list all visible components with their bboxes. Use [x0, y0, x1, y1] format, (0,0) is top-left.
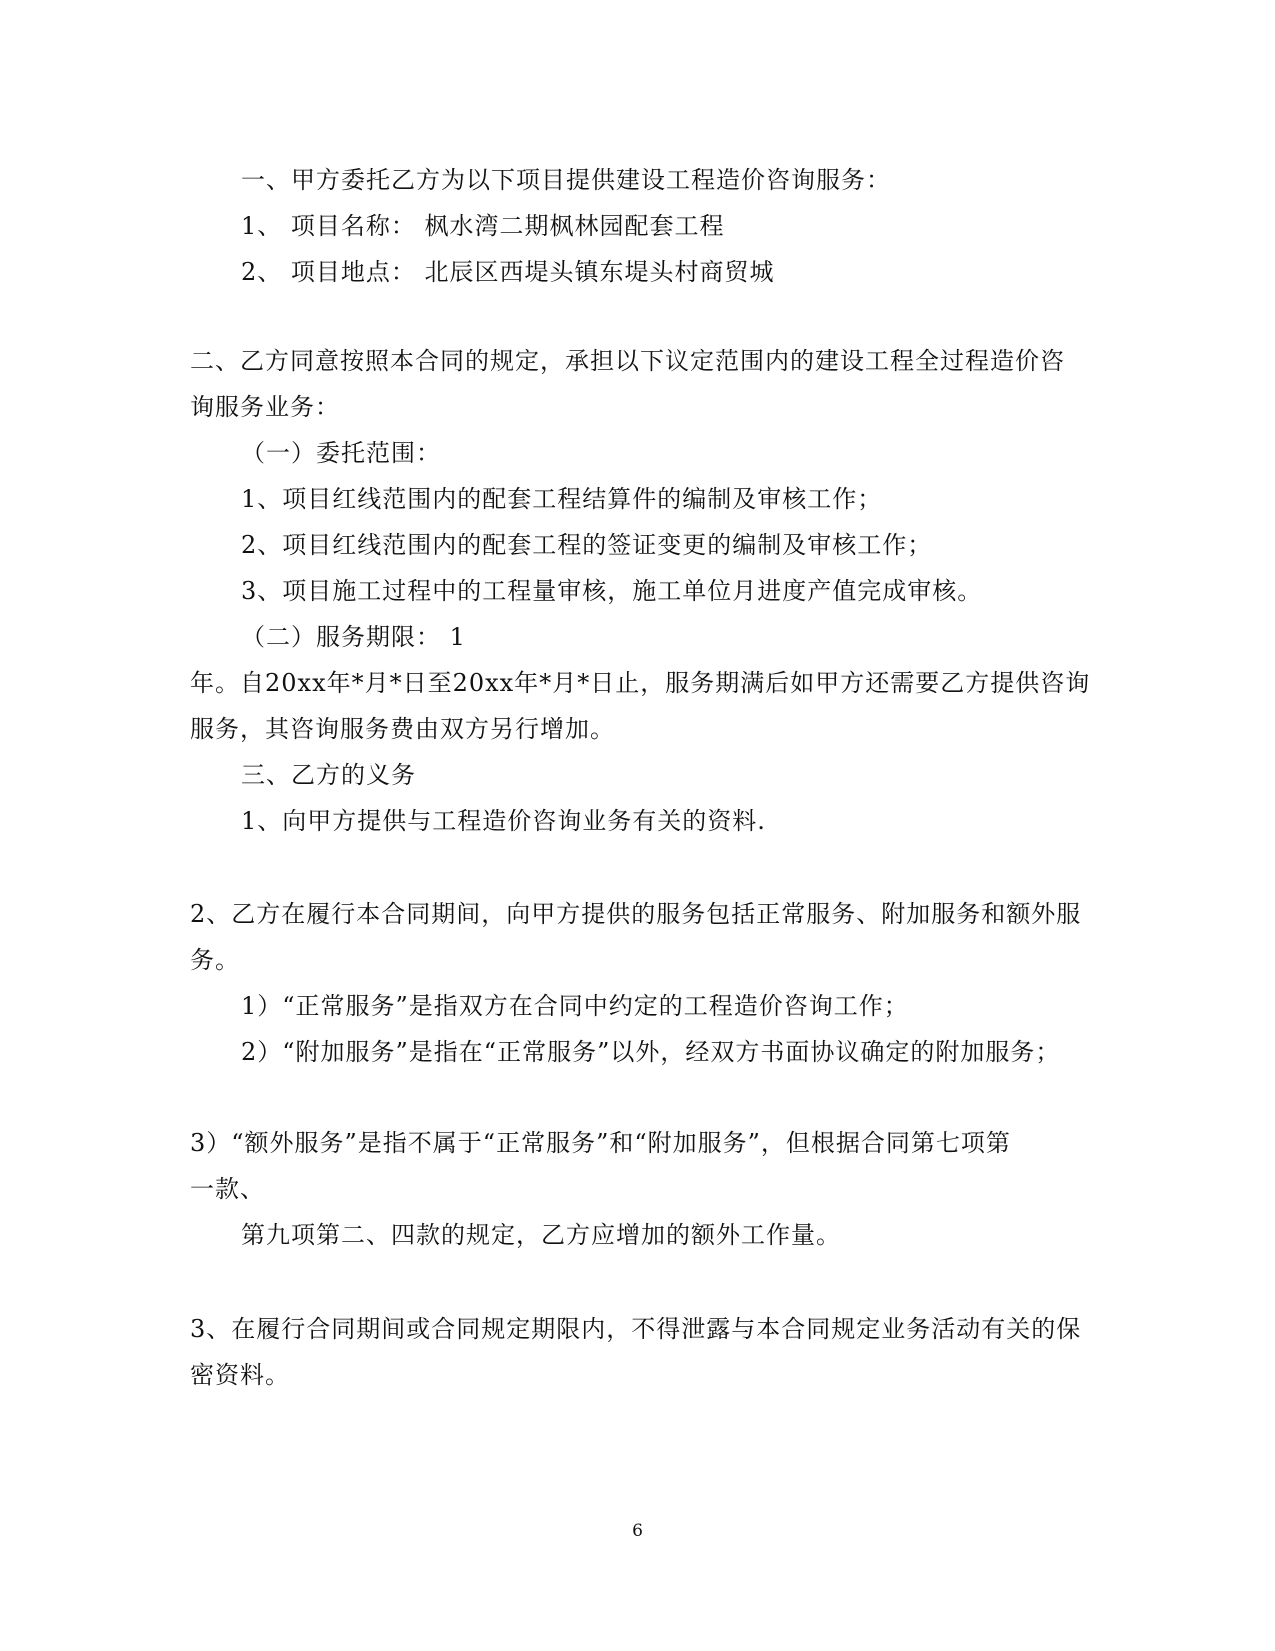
- service-term-line-2: 服务，其咨询服务费由双方另行增加。: [190, 715, 615, 743]
- section-2-heading-line-1: 二、乙方同意按照本合同的规定，承担以下议定范围内的建设工程全过程造价咨: [190, 347, 1065, 375]
- section-2-heading-line-2: 询服务业务：: [190, 393, 340, 421]
- scope-item-2: 2、项目红线范围内的配套工程的签证变更的编制及审核工作；: [241, 531, 933, 559]
- service-term-line-1: 年。自20xx年*月*日至20xx年*月*日止，服务期满后如甲方还需要乙方提供咨询: [190, 669, 1091, 697]
- extra-service-definition-line-3: 第九项第二、四款的规定，乙方应增加的额外工作量。: [241, 1221, 841, 1249]
- extra-service-definition-line-1: 3）“额外服务”是指不属于“正常服务”和“附加服务”，但根据合同第七项第: [190, 1129, 1011, 1157]
- service-term-heading: （二）服务期限： 1: [241, 623, 466, 651]
- page-number: 6: [632, 1521, 643, 1541]
- section-3-heading: 三、乙方的义务: [241, 761, 416, 789]
- project-location-line: 2、 项目地点： 北辰区西堤头镇东堤头村商贸城: [241, 258, 775, 286]
- obligation-item-2-line-1: 2、乙方在履行本合同期间，向甲方提供的服务包括正常服务、附加服务和额外服: [190, 900, 1082, 928]
- scope-item-1: 1、项目红线范围内的配套工程结算件的编制及审核工作；: [241, 485, 883, 513]
- section-1-heading: 一、甲方委托乙方为以下项目提供建设工程造价咨询服务：: [241, 166, 891, 194]
- normal-service-definition: 1）“正常服务”是指双方在合同中约定的工程造价咨询工作；: [241, 992, 909, 1020]
- obligation-item-1: 1、向甲方提供与工程造价咨询业务有关的资料.: [241, 807, 766, 835]
- extra-service-definition-line-2: 一款、: [190, 1175, 265, 1203]
- obligation-item-3-line-2: 密资料。: [190, 1361, 290, 1389]
- additional-service-definition: 2）“附加服务”是指在“正常服务”以外，经双方书面协议确定的附加服务；: [241, 1038, 1061, 1066]
- obligation-item-2-line-2: 务。: [190, 946, 240, 974]
- project-name-line: 1、 项目名称： 枫水湾二期枫林园配套工程: [241, 212, 725, 240]
- scope-heading: （一）委托范围：: [241, 439, 441, 467]
- obligation-item-3-line-1: 3、在履行合同期间或合同规定期限内，不得泄露与本合同规定业务活动有关的保: [190, 1315, 1082, 1343]
- scope-item-3: 3、项目施工过程中的工程量审核，施工单位月进度产值完成审核。: [241, 577, 983, 605]
